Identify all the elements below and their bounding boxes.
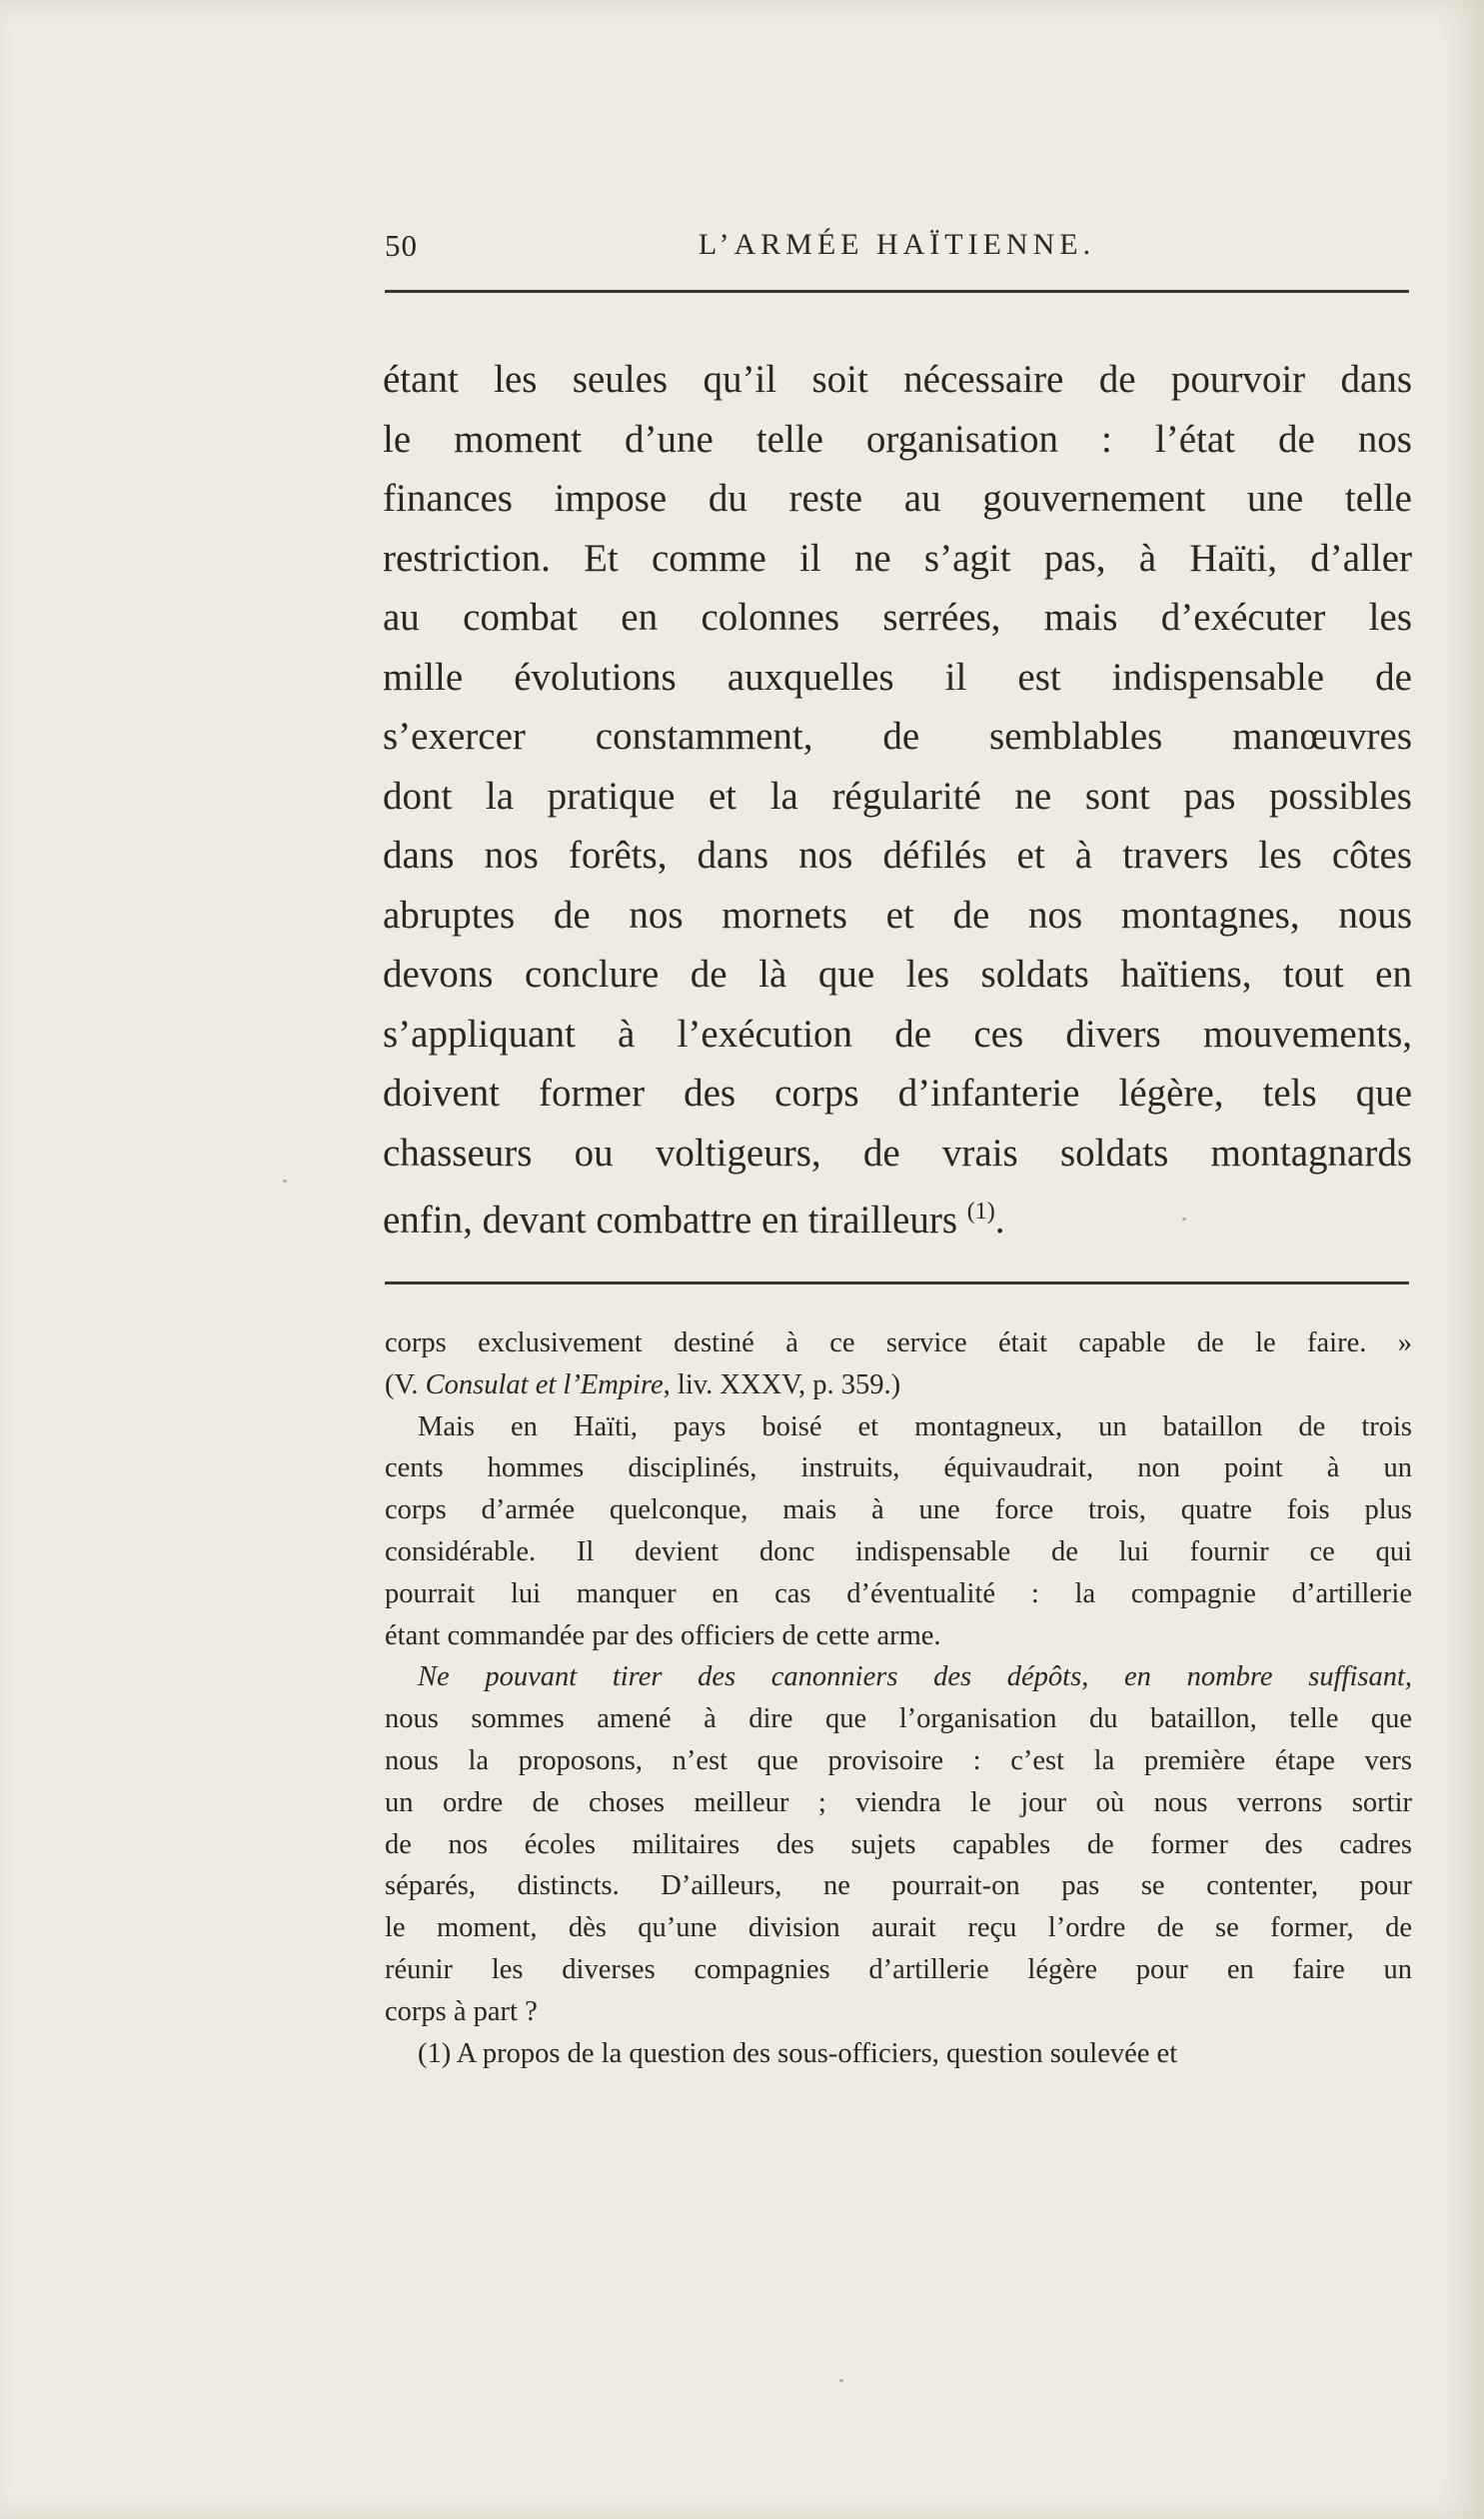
text-line: le moment d’une telle organisation : l’état de nos	[383, 417, 1412, 461]
note-line: considérable. Il devient donc indispensable de lui fournir ce qui	[385, 1535, 1412, 1567]
citation-rest: , liv. XXXV, p. 359.)	[663, 1368, 901, 1400]
note-line: un ordre de choses meilleur ; viendra le jour où nous verrons sortir	[385, 1786, 1412, 1818]
text-line: s’exercer constamment, de semblables manœuvres	[383, 715, 1412, 758]
footnote-1: (1) A propos de la question des sous-officiers, question soulevée et	[418, 2037, 1178, 2069]
note-line: nous la proposons, n’est que provisoire : c’est la première étape vers	[385, 1744, 1412, 1776]
note-line: étant commandée par des officiers de cette arme.	[385, 1619, 941, 1651]
paper-speck	[839, 2379, 843, 2382]
text-line-last	[383, 1183, 1412, 1251]
running-title: L’ARMÉE HAÏTIENNE.	[698, 228, 1096, 261]
text-line: devons conclure de là que les soldats haïtiens, tout en	[383, 953, 1412, 996]
note-line: de nos écoles militaires des sujets capables de former des cadres	[385, 1828, 1412, 1860]
paper-speck	[283, 1180, 287, 1183]
note-line-italic	[385, 1656, 1412, 1698]
note-line: le moment, dès qu’une division aurait reçu l’ordre de se former, de	[385, 1912, 1412, 1944]
text-line: au combat en colonnes serrées, mais d’exécuter les	[383, 596, 1412, 639]
note-line: corps à part ?	[385, 1995, 538, 2027]
text-line: mille évolutions auxquelles il est indispensable de	[383, 655, 1412, 699]
italic-sentence: Ne pouvant tirer des canonniers des dépôts, en nombre suffisant,	[418, 1661, 1412, 1693]
text-line: chasseurs ou voltigeurs, de vrais soldats montagnards	[383, 1131, 1412, 1175]
note-line: pourrait lui manquer en cas d’éventualité : la compagnie d’artillerie	[385, 1577, 1412, 1609]
citation-title: Consulat et l’Empire	[425, 1368, 664, 1400]
footnote-reference[interactable]: (1)	[966, 1199, 995, 1225]
text-line: dans nos forêts, dans nos défilés et à travers les côtes	[383, 834, 1412, 877]
last-line-period: .	[994, 1199, 1005, 1242]
footnotes	[385, 1322, 1412, 2074]
citation-open: (V.	[385, 1368, 426, 1400]
note-citation	[385, 1364, 1412, 1406]
footnote-rule	[385, 1281, 1409, 1284]
text-line: restriction. Et comme il ne s’agit pas, à Haïti, d’aller	[383, 536, 1412, 580]
note-line: nous sommes amené à dire que l’organisation du bataillon, telle que	[385, 1703, 1412, 1735]
note-line: séparés, distincts. D’ailleurs, ne pourrait-on pas se contenter, pour	[385, 1870, 1412, 1902]
page-number: 50	[385, 228, 418, 263]
paper-speck	[1182, 1218, 1186, 1221]
page-header	[385, 228, 1409, 268]
text-line: abruptes de nos mornets et de nos montagnes, nous	[383, 893, 1412, 937]
note-line: corps d’armée quelconque, mais à une force trois, quatre fois plus	[385, 1494, 1412, 1526]
text-line: étant les seules qu’il soit nécessaire de pourvoir dans	[383, 358, 1412, 401]
note-line: Mais en Haïti, pays boisé et montagneux, un bataillon de trois	[418, 1410, 1412, 1442]
note-line: cents hommes disciplinés, instruits, équivaudrait, non point à un	[385, 1452, 1412, 1484]
text-line: dont la pratique et la régularité ne sont pas possibles	[383, 774, 1412, 818]
main-text	[383, 350, 1412, 1251]
note-line: réunir les diverses compagnies d’artillerie légère pour en faire un	[385, 1953, 1412, 1985]
last-line-text: enfin, devant combattre en tirailleurs	[383, 1199, 958, 1242]
note-line: corps exclusivement destiné à ce service était capable de le faire. »	[385, 1327, 1412, 1358]
text-line: finances impose du reste au gouvernement une telle	[383, 477, 1412, 520]
text-line: s’appliquant à l’exécution de ces divers mouvements,	[383, 1012, 1412, 1056]
header-rule	[385, 290, 1409, 293]
text-line: doivent former des corps d’infanterie légère, tels que	[383, 1072, 1412, 1115]
